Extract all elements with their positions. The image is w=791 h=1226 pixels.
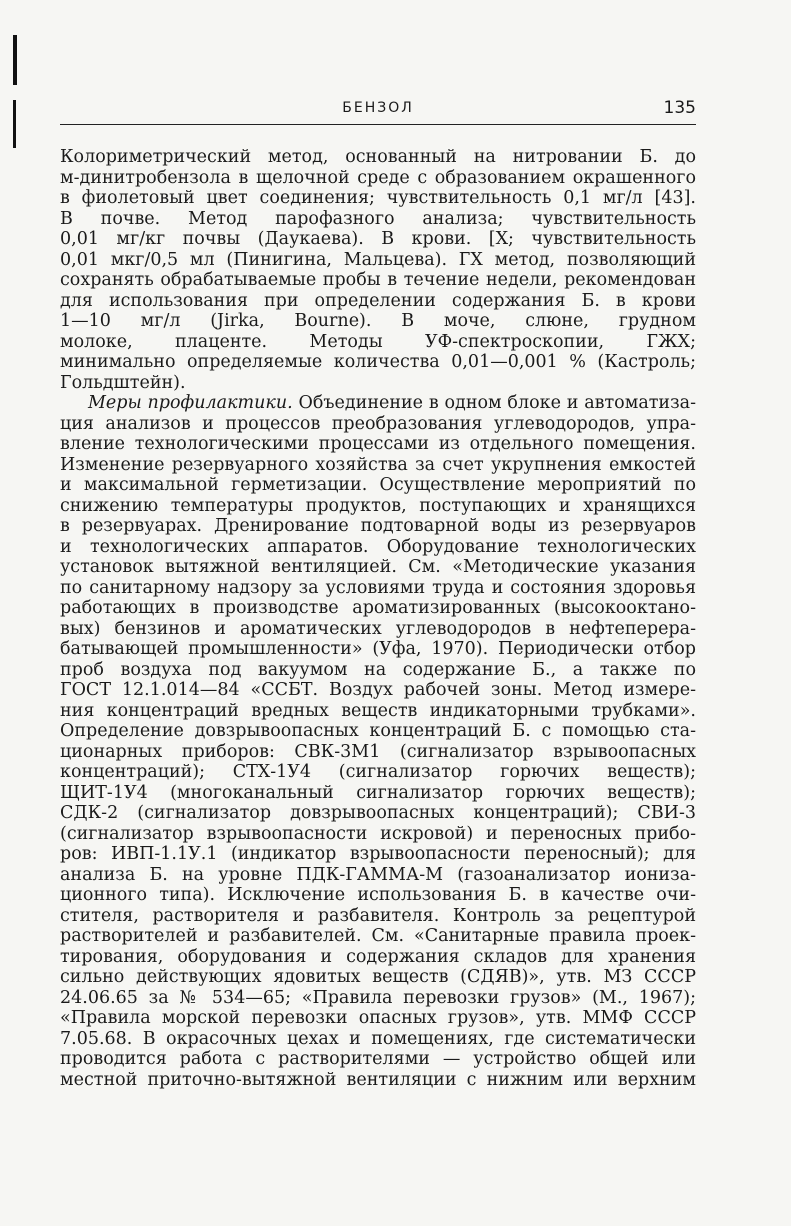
text-line: ров: ИВП-1.1У.1 (индикатор взрывоопасности переносный); для bbox=[60, 844, 696, 864]
text-line: проб воздуха под вакуумом на содержание Б., а также по bbox=[60, 659, 696, 680]
text-line: молоке, плаценте. Методы УФ-спектроскопии, ГЖХ; bbox=[60, 331, 696, 352]
text-line: (сигнализатор взрывоопасности искровой) и переносных прибо- bbox=[60, 823, 696, 844]
text-line: для использования при определении содержания Б. в крови bbox=[60, 290, 696, 311]
text-line: установок вытяжной вентиляцией. См. «Методические указания bbox=[60, 557, 696, 577]
text-line: 1—10 мг/л (Jirka, Bourne). В моче, слюне, грудном bbox=[60, 311, 696, 331]
margin-mark-top bbox=[13, 35, 17, 85]
page-header bbox=[60, 100, 696, 125]
body-text bbox=[60, 147, 696, 1090]
text-line: Изменение резервуарного хозяйства за счет укрупнения емкостей bbox=[60, 454, 696, 475]
text-line: Меры профилактики. Объединение в одном блоке и автоматиза- bbox=[88, 393, 696, 413]
text-line: 0,01 мкг/0,5 мл (Пинигина, Мальцева). ГХ метод, позволяющий bbox=[60, 249, 696, 270]
text-line: «Правила морской перевозки опасных грузов», утв. ММФ СССР bbox=[60, 1008, 696, 1028]
text-line: батывающей промышленности» (Уфа, 1970). Периодически отбор bbox=[60, 639, 696, 659]
text-line: м-динитробензола в щелочной среде с образованием окрашенного bbox=[60, 167, 696, 188]
text-line: В почве. Метод парофазного анализа; чувствительность bbox=[60, 208, 696, 229]
text-line: сохранять обрабатываемые пробы в течение недели, рекомендован bbox=[60, 270, 696, 290]
text-line: Гольдштейн). bbox=[60, 372, 186, 393]
text-line: ционного типа). Исключение использования Б. в качестве очи- bbox=[60, 885, 696, 905]
text-line: снижению температуры продуктов, поступающих и хранящихся bbox=[60, 495, 696, 516]
text-line: работающих в производстве ароматизированных (высокооктано- bbox=[60, 598, 696, 618]
margin-mark-bottom bbox=[13, 100, 16, 148]
text-line: ционарных приборов: СВК-3М1 (сигнализатор взрывоопасных bbox=[60, 741, 696, 762]
text-line: ГОСТ 12.1.014—84 «ССБТ. Воздух рабочей зоны. Метод измере- bbox=[60, 680, 696, 700]
text-line: 7.05.68. В окрасочных цехах и помещениях, где систематически bbox=[60, 1028, 696, 1049]
text-line: по санитарному надзору за условиями труда и состояния здоровья bbox=[60, 577, 696, 598]
running-head: БЕНЗОЛ bbox=[342, 100, 414, 116]
text-line: ния концентраций вредных веществ индикаторными трубками». bbox=[60, 700, 696, 721]
text-line: сильно действующих ядовитых веществ (СДЯВ)», утв. МЗ СССР bbox=[60, 967, 696, 987]
text-line: в резервуарах. Дренирование подтоварной воды из резервуаров bbox=[60, 516, 696, 536]
text-line: местной приточно-вытяжной вентиляции с нижним или верхним bbox=[60, 1069, 696, 1090]
text-line: стителя, растворителя и разбавителя. Контроль за рецептурой bbox=[60, 905, 696, 926]
text-line: анализа Б. на уровне ПДК-ГАММА-М (газоанализатор иониза- bbox=[60, 864, 696, 885]
text-line: и технологических аппаратов. Оборудование технологических bbox=[60, 536, 696, 557]
text-line: проводится работа с растворителями — устройство общей или bbox=[60, 1049, 696, 1069]
text-line: Определение довзрывоопасных концентраций Б. с помощью ста- bbox=[60, 721, 696, 741]
text-line: 0,01 мг/кг почвы (Даукаева). В крови. [X; чувствительность bbox=[60, 229, 696, 249]
text-line: 24.06.65 за № 534—65; «Правила перевозки грузов» (М., 1967); bbox=[60, 987, 696, 1008]
text-line: и максимальной герметизации. Осуществление мероприятий по bbox=[60, 475, 696, 495]
text-line: вых) бензинов и ароматических углеводородов в нефтеперера- bbox=[60, 618, 696, 639]
text-line: тирования, оборудования и содержания складов для хранения bbox=[60, 946, 696, 967]
text-line: СДК-2 (сигнализатор довзрывоопасных концентраций); СВИ-3 bbox=[60, 803, 696, 823]
text-line: Колориметрический метод, основанный на нитровании Б. до bbox=[60, 147, 696, 167]
text-line: в фиолетовый цвет соединения; чувствительность 0,1 мг/л [43]. bbox=[60, 188, 696, 208]
text-line: вление технологическими процессами из отдельного помещения. bbox=[60, 434, 696, 454]
text-line: концентраций); СТХ-1У4 (сигнализатор горючих веществ); bbox=[60, 762, 696, 782]
text-line: ЩИТ-1У4 (многоканальный сигнализатор горючих веществ); bbox=[60, 782, 696, 803]
text-line: минимально определяемые количества 0,01—0,001 % (Кастроль; bbox=[60, 352, 696, 372]
text-line: растворителей и разбавителей. См. «Санитарные правила проек- bbox=[60, 926, 696, 946]
text-line: ция анализов и процессов преобразования углеводородов, упра- bbox=[60, 413, 696, 434]
page-number: 135 bbox=[663, 98, 696, 118]
